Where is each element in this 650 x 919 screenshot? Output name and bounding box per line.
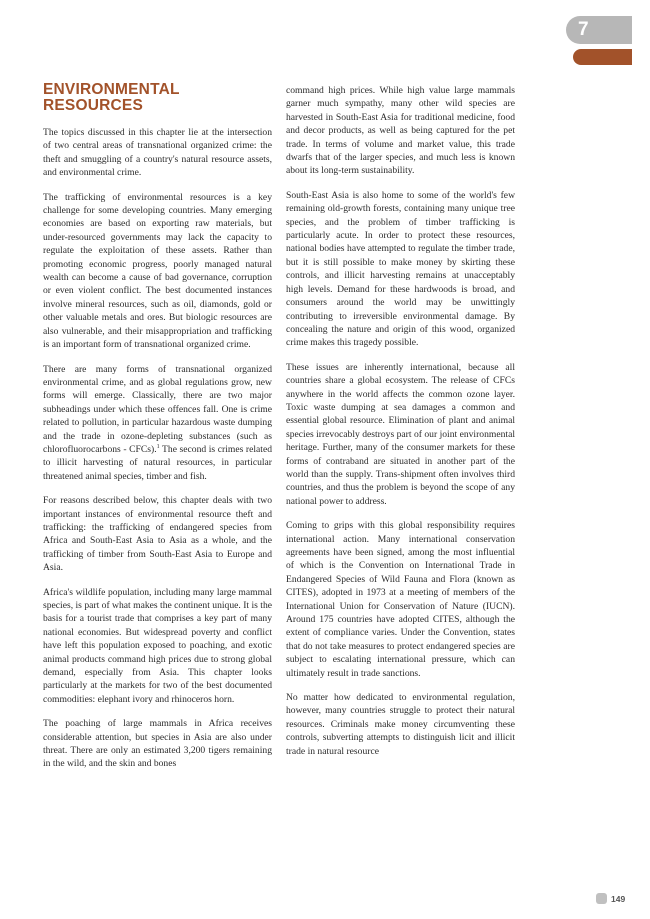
section-heading xyxy=(43,82,272,114)
right-paragraph-2: South-East Asia is also home to some of the world's few remaining old-growth forests, containing many unique tree species, and the problem of timber trafficking is particularly acute. In order to protect these resources, national bodies have attempted to regulate the timber trade, but it is still possible to make money by skirting these controls, and illicit harvesting remains at unacceptably high levels. Demand for these hardwoods is broad, and consumers around the world may be unwittingly contributing to irreversible environmental damage. By concealing the nature and origin of this wood, organized crime makes this tragedy possible. xyxy=(286,189,515,349)
page-number xyxy=(596,893,625,905)
right-paragraph-1: command high prices. While high value large mammals garner much sympathy, many other wild species are harvested in South-East Asia for traditional medicine, food and decor products, as well as being captured for the pet trade. In terms of volume and market value, this trade dwarfs that of the larger species, and much less is known about its long-term sustainability. xyxy=(286,85,515,177)
page-marker-icon xyxy=(596,893,607,904)
left-paragraph-5: Africa's wildlife population, including many large mammal species, is part of what makes the continent unique. It is the basis for a tourist trade that comprises a key part of many national economies. But widespread poverty and conflict have left this population exposed to poaching, and exotic animal products command high prices due to strong global demand, especially from Asia. This chapter looks particularly at the markets for two of the best documented commodities: elephant ivory and rhinoceros horn. xyxy=(43,586,272,705)
left-paragraph-3-tail: The second is crimes related to illicit harvesting of natural resources, in particular threatened animal species, timber and fish. xyxy=(43,443,272,482)
right-paragraph-3: These issues are inherently international, because all countries share a global ecosystem. The release of CFCs anywhere in the world affects the common ozone layer. Toxic waste dumping at sea damages a common and essential global resource. Elimination of plant and animal species irrevocably destroys part of our joint environmental heritage. Further, many of the consumer markets for these forms of contraband are situated in another part of the world than the supply. Trans-shipment often involves third countries, and thus the problem is beyond the scope of any national power to address. xyxy=(286,361,515,507)
section-heading-line1: ENVIRONMENTAL xyxy=(43,81,180,98)
left-paragraph-3 xyxy=(43,363,272,484)
chapter-number-tab xyxy=(566,16,632,44)
footnote-reference: 1 xyxy=(156,443,160,450)
left-paragraph-4: For reasons described below, this chapter deals with two important instances of environmental resource theft and trafficking: the trafficking of endangered species from Africa and South-East Asia to Asia as a whole, and the trafficking of timber from South-East Asia to Europe and Asia. xyxy=(43,495,272,574)
left-paragraph-3-text: There are many forms of transnational organized environmental crime, and as global regulations grow, new forms will emerge. Classically, there are two major subheadings under which these offences fall. One is crime related to pollution, in particular hazardous waste dumping and the trade in ozone-depleting substances (such as chlorofluorocarbons - CFCs). xyxy=(43,363,272,455)
left-column xyxy=(43,82,272,782)
chapter-number: 7 xyxy=(578,19,589,40)
page-number-text: 149 xyxy=(611,894,626,904)
left-paragraph-2: The trafficking of environmental resources is a key challenge for some developing countries. Many emerging economies are based on exporting raw materials, but under-resourced governments may lack the capacity to regulate the exploitation of these assets. Rather than promoting economic progress, poorly managed natural wealth can become a cause of bad governance, corruption or even violent conflict. The best documented instances involve mineral resources, such as oil, diamonds, gold or other valuable metals and ores. But biologic resources are also vulnerable, and their misappropriation and trafficking is an important form of transnational organized crime. xyxy=(43,191,272,351)
section-heading-line2: RESOURCES xyxy=(43,97,143,114)
right-paragraph-5: No matter how dedicated to environmental regulation, however, many countries struggle to protect their natural resources. Criminals make money circumventing these controls, subverting attempts to distinguish licit and illicit trade in natural resource xyxy=(286,692,515,757)
left-paragraph-1: The topics discussed in this chapter lie at the intersection of two central areas of transnational organized crime: the theft and smuggling of a country's natural resource assets, and environmental crime. xyxy=(43,127,272,179)
chapter-accent-bar xyxy=(573,49,632,65)
right-paragraph-4: Coming to grips with this global responsibility requires international action. Many international conservation agreements have been signed, among the most influential of which is the Convention on International Trade in Endangered Species of Wild Fauna and Flora (known as CITES), adopted in 1973 at a meeting of members of the International Union for Conservation of Nature (IUCN). Around 175 countries have adopted CITES, although the extent of compliance varies. Under the Convention, states that do not take measures to protect endangered species are subject to escalating international pressure, which can ultimately result in trade sanctions. xyxy=(286,520,515,679)
right-column xyxy=(286,84,515,769)
left-paragraph-6: The poaching of large mammals in Africa receives considerable attention, but species in Asia are also under threat. There are only an estimated 3,200 tigers remaining in the wild, and the skin and bones xyxy=(43,718,272,770)
